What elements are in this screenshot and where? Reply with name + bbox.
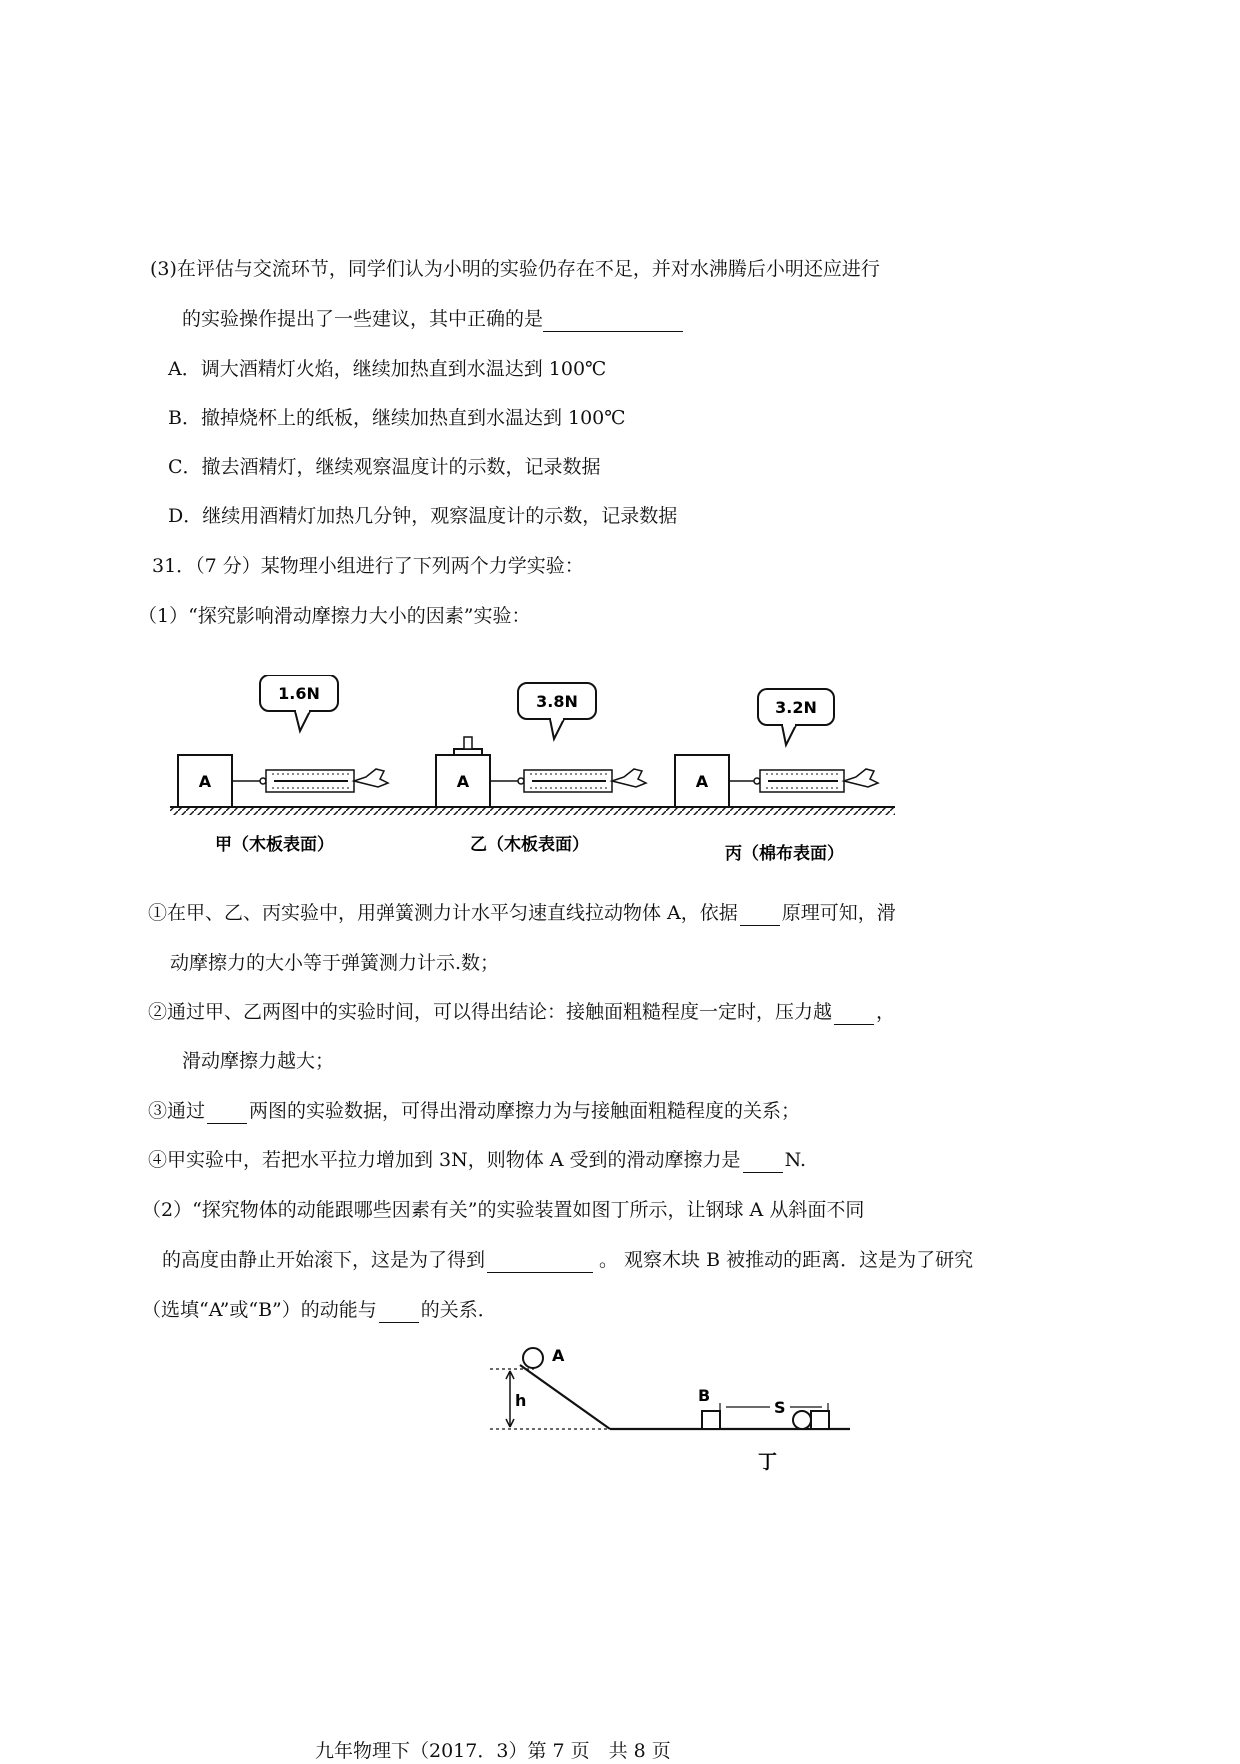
block-b-label: B [698, 1386, 711, 1405]
q31-s4-text-b: N. [784, 1149, 807, 1171]
ball-after [793, 1411, 811, 1429]
q31-s4-blank[interactable] [743, 1152, 783, 1173]
ground-hatch [170, 807, 415, 815]
setup-jia [170, 675, 415, 855]
friction-figure [170, 675, 1060, 870]
block-a-label: A [456, 772, 470, 791]
caption-ding: 丁 [758, 1451, 778, 1473]
distance-label: S [774, 1398, 786, 1417]
q31-s1-blank[interactable] [740, 905, 780, 926]
q3-line2-text: 的实验操作提出了一些建议，其中正确的是 [182, 308, 544, 330]
block-b [702, 1411, 720, 1429]
q31-s2-text-b: ， [876, 1001, 896, 1023]
q31-s1-line2: 动摩擦力的大小等于弹簧测力计示.数； [170, 952, 500, 974]
hand-icon [354, 769, 388, 787]
caption-bing: 丙（棉布表面） [725, 844, 844, 864]
q3-option-c: C．撤去酒精灯，继续观察温度计的示数，记录数据 [168, 456, 601, 478]
q31-s3-text-a: ③通过 [148, 1100, 206, 1122]
caption-yi: 乙（木板表面） [470, 835, 589, 855]
q3-option-a: A．调大酒精灯火焰，继续加热直到水温达到 100℃ [168, 358, 607, 380]
reading-bing: 3.2N [775, 698, 817, 717]
ball-label: A [552, 1346, 565, 1365]
q31-s1-text-b: 原理可知，滑 [781, 902, 896, 924]
q31-part2-blank2[interactable] [379, 1302, 419, 1323]
block-a-label: A [695, 772, 709, 791]
q31-part2-text-b: 。 观察木块 B 被推动的距离．这是为了研究 [599, 1249, 974, 1271]
caption-jia: 甲（木板表面） [215, 835, 334, 855]
q31-part2-line2 [162, 1247, 973, 1273]
q31-part2-text-d: 的关系． [420, 1299, 497, 1321]
ground-hatch [650, 807, 895, 815]
kinetic-energy-figure [490, 1335, 860, 1475]
q31-s4-text-a: ④甲实验中，若把水平拉力增加到 3N，则物体 A 受到的滑动摩擦力是 [148, 1149, 741, 1171]
block-a-label: A [198, 772, 212, 791]
q31-stem: 31．（7 分）某物理小组进行了下列两个力学实验： [152, 555, 584, 577]
incline [520, 1365, 610, 1429]
q31-s1-text-a: ①在甲、乙、丙实验中，用弹簧测力计水平匀速直线拉动物体 A，依据 [148, 902, 738, 924]
reading-yi: 3.8N [536, 692, 578, 711]
q31-s1-line1 [148, 900, 896, 926]
q31-s2-line2: 滑动摩擦力越大； [182, 1050, 335, 1072]
q31-s4 [148, 1147, 806, 1173]
q31-s2-blank[interactable] [834, 1004, 874, 1025]
q31-part1-title: （1）“探究影响滑动摩擦力大小的因素”实验： [138, 605, 531, 627]
q31-s3 [148, 1098, 800, 1124]
reading-jia: 1.6N [278, 684, 320, 703]
q3-option-d: D．继续用酒精灯加热几分钟，观察温度计的示数，记录数据 [168, 505, 678, 527]
q31-s2-line1 [148, 999, 895, 1025]
setup-yi [410, 683, 655, 855]
q31-part2-text-a: 的高度由静止开始滚下，这是为了得到 [162, 1249, 486, 1271]
hand-icon [612, 769, 646, 787]
setup-bing [650, 689, 895, 864]
q31-part2-text-c: （选填“A”或“B”）的动能与 [142, 1299, 377, 1321]
q31-s3-blank[interactable] [207, 1103, 247, 1124]
height-label: h [515, 1391, 527, 1410]
page-footer: 九年物理下（2017．3）第 7 页 共 8 页 [315, 1740, 671, 1762]
ball-a [523, 1348, 543, 1368]
q3-line1: (3)在评估与交流环节，同学们认为小明的实验仍存在不足，并对水沸腾后小明还应进行 [150, 258, 880, 280]
q31-s3-text-b: 两图的实验数据，可得出滑动摩擦力为与接触面粗糙程度的关系； [249, 1100, 801, 1122]
q3-option-b: B．撤掉烧杯上的纸板，继续加热直到水温达到 100℃ [168, 407, 626, 429]
q3-answer-blank[interactable] [543, 311, 683, 332]
q3-line2 [182, 306, 683, 332]
q31-s2-text-a: ②通过甲、乙两图中的实验时间，可以得出结论：接触面粗糙程度一定时，压力越 [148, 1001, 833, 1023]
q31-part2-line1: （2）“探究物体的动能跟哪些因素有关”的实验装置如图丁所示，让钢球 A 从斜面不同 [142, 1199, 865, 1221]
q31-part2-blank1[interactable] [487, 1252, 593, 1273]
hand-icon [844, 769, 878, 787]
q31-part2-line3 [142, 1297, 497, 1323]
block-b-moved [811, 1411, 829, 1429]
ground-hatch [410, 807, 655, 815]
